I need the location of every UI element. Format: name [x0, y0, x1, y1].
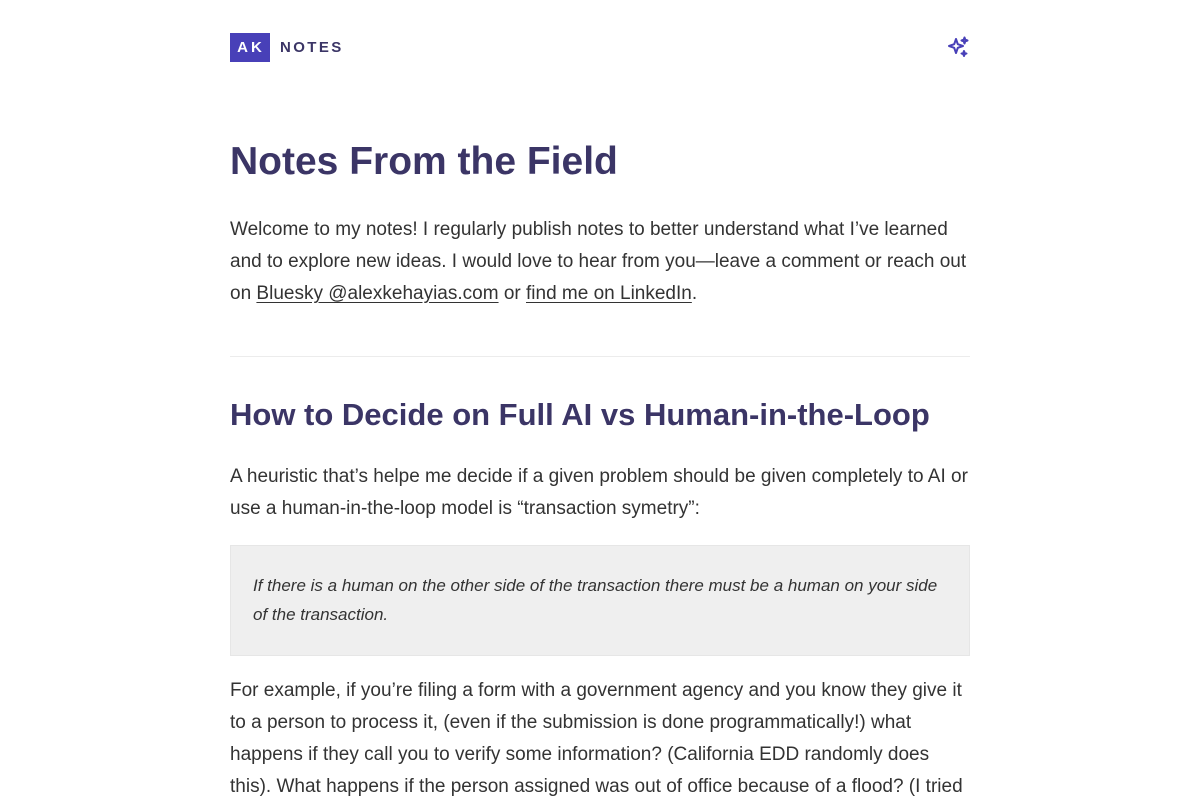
post-article: [230, 395, 970, 800]
intro-text: Welcome to my notes! I regularly publish notes to better understand what I’ve learned and to explore new ideas. I would love to hear from you—leave a comment or reach out on: [230, 219, 967, 304]
page-container: [230, 0, 970, 800]
site-header: [230, 0, 970, 94]
intro-connector: or: [498, 283, 526, 304]
theme-toggle-button[interactable]: [946, 35, 970, 59]
brand-badge: AK: [230, 33, 270, 62]
home-link[interactable]: [230, 33, 344, 62]
post-paragraph: A heuristic that’s helpe me decide if a given problem should be given completely to AI or use a human-in-the-loop model is “transaction symetry”:: [230, 466, 968, 519]
sparkles-icon: [946, 35, 970, 59]
bluesky-link[interactable]: Bluesky @alexkehayias.com: [256, 283, 499, 304]
post-paragraph: For example, if you’re filing a form with a government agency and you know they give it to a person to process it, (even if the submission is done programmatically!) what happens if they call you to verify some information? (California EDD randomly does this). What happens if the person assigned was out of office because of a flood? (I tried: [230, 680, 963, 797]
intro-paragraph: [230, 214, 970, 310]
brand-text: NOTES: [280, 38, 344, 56]
section-divider: [230, 356, 970, 357]
post-title[interactable]: How to Decide on Full AI vs Human-in-the-Loop: [230, 397, 930, 432]
page-title: Notes From the Field: [230, 140, 618, 183]
intro-end: .: [691, 283, 698, 304]
linkedin-link[interactable]: find me on LinkedIn: [526, 283, 692, 304]
post-blockquote: If there is a human on the other side of the transaction there must be a human on your side of the transaction.: [230, 545, 970, 656]
